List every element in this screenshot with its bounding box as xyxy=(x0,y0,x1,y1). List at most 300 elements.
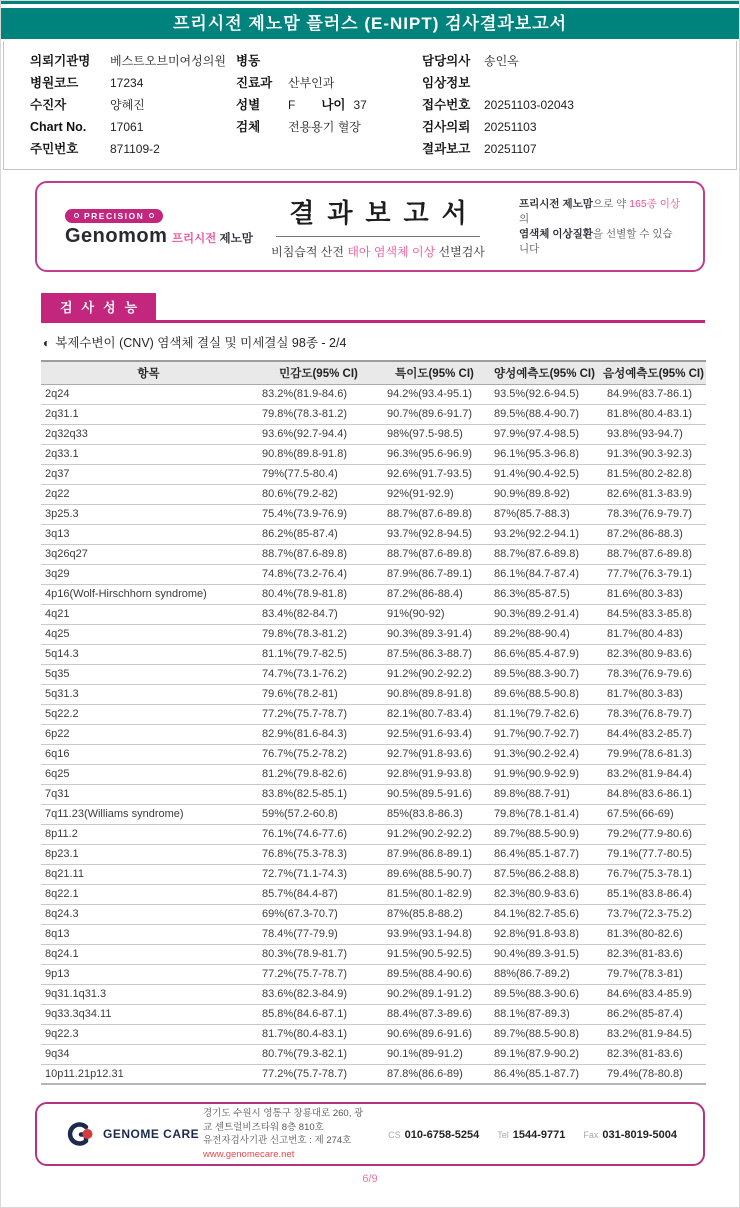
info-field-value: 베스트오브미여성의원 xyxy=(110,54,226,68)
value-cell: 69%(67.3-70.7) xyxy=(256,904,381,924)
item-cell: 8q24.3 xyxy=(41,904,256,924)
table-row xyxy=(41,924,706,944)
value-cell: 84.6%(83.4-85.9) xyxy=(601,984,706,1004)
value-cell: 88.7%(87.6-89.8) xyxy=(601,544,706,564)
table-caption-text: 복제수변이 (CNV) 염색체 결실 및 미세결실 98종 - 2/4 xyxy=(55,336,347,350)
value-cell: 86.2%(85-87.4) xyxy=(256,524,381,544)
value-cell: 89.2%(88-90.4) xyxy=(488,624,601,644)
item-cell: 3q13 xyxy=(41,524,256,544)
badge-dot-icon xyxy=(149,213,154,218)
value-cell: 79.8%(78.1-81.4) xyxy=(488,804,601,824)
value-cell: 92.6%(91.7-93.5) xyxy=(381,464,488,484)
value-cell: 85%(83.8-86.3) xyxy=(381,804,488,824)
info-field xyxy=(30,72,236,94)
table-caption xyxy=(43,333,699,351)
value-cell: 78.3%(76.9-79.7) xyxy=(601,504,706,524)
table-row xyxy=(41,1044,706,1064)
info-field-label: 접수번호 xyxy=(422,98,471,112)
table-row xyxy=(41,1004,706,1024)
value-cell: 90.9%(89.8-92) xyxy=(488,484,601,504)
item-cell: 5q31.3 xyxy=(41,684,256,704)
value-cell: 84.9%(83.7-86.1) xyxy=(601,384,706,404)
value-cell: 90.2%(89.1-91.2) xyxy=(381,984,488,1004)
value-cell: 83.2%(81.9-84.4) xyxy=(601,764,706,784)
table-row xyxy=(41,964,706,984)
value-cell: 78.3%(76.8-79.7) xyxy=(601,704,706,724)
contact-value: 010-6758-5254 xyxy=(404,1129,480,1141)
value-cell: 79.6%(78.2-81) xyxy=(256,684,381,704)
table-row xyxy=(41,384,706,404)
value-cell: 88.4%(87.3-89.6) xyxy=(381,1004,488,1024)
value-cell: 93.9%(93.1-94.8) xyxy=(381,924,488,944)
value-cell: 80.4%(78.9-81.8) xyxy=(256,584,381,604)
value-cell: 90.3%(89.3-91.4) xyxy=(381,624,488,644)
info-field xyxy=(236,116,422,138)
item-cell: 8p23.1 xyxy=(41,844,256,864)
value-cell: 92.8%(91.9-93.8) xyxy=(381,764,488,784)
info-field-label: 의뢰기관명 xyxy=(30,54,91,68)
table-row xyxy=(41,584,706,604)
value-cell: 89.6%(88.5-90.8) xyxy=(488,684,601,704)
table-row xyxy=(41,564,706,584)
value-cell: 79.8%(78.3-81.2) xyxy=(256,404,381,424)
result-report-banner xyxy=(35,181,705,272)
banner-title-block xyxy=(237,193,519,260)
value-cell: 77.2%(75.7-78.7) xyxy=(256,1064,381,1084)
contact-label: Fax xyxy=(583,1130,599,1140)
patient-info-column-2 xyxy=(236,50,422,160)
value-cell: 89.5%(88.4-90.6) xyxy=(381,964,488,984)
value-cell: 87.5%(86.3-88.7) xyxy=(381,644,488,664)
table-row xyxy=(41,664,706,684)
genomom-logo-korean: 프리시전 제노맘 xyxy=(171,233,253,245)
genomom-brand-block xyxy=(37,205,253,248)
item-cell: 5q22.2 xyxy=(41,704,256,724)
info-field xyxy=(30,116,236,138)
value-cell: 87.9%(86.8-89.1) xyxy=(381,844,488,864)
info-field-value: 17061 xyxy=(110,120,144,134)
value-cell: 85.1%(83.8-86.4) xyxy=(601,884,706,904)
value-cell: 88.7%(87.6-89.8) xyxy=(381,544,488,564)
info-field-label: Chart No. xyxy=(30,120,87,134)
info-field-label: 진료과 xyxy=(236,76,273,90)
table-row xyxy=(41,604,706,624)
info-field xyxy=(236,50,422,72)
value-cell: 72.7%(71.1-74.3) xyxy=(256,864,381,884)
value-cell: 80.6%(79.2-82) xyxy=(256,484,381,504)
value-cell: 93.6%(92.7-94.4) xyxy=(256,424,381,444)
value-cell: 78.4%(77-79.9) xyxy=(256,924,381,944)
contact-item xyxy=(388,1125,479,1142)
item-cell: 3p25.3 xyxy=(41,504,256,524)
info-field-label: 검사의뢰 xyxy=(422,120,471,134)
value-cell: 90.1%(89-91.2) xyxy=(381,1044,488,1064)
table-row xyxy=(41,904,706,924)
col-header-item: 항목 xyxy=(41,361,256,384)
value-cell: 82.3%(81-83.6) xyxy=(601,1044,706,1064)
value-cell: 96.3%(95.6-96.9) xyxy=(381,444,488,464)
item-cell: 2q37 xyxy=(41,464,256,484)
info-field-value: 송인옥 xyxy=(484,54,519,68)
table-row xyxy=(41,624,706,644)
value-cell: 74.8%(73.2-76.4) xyxy=(256,564,381,584)
item-cell: 8p11.2 xyxy=(41,824,256,844)
item-cell: 3q29 xyxy=(41,564,256,584)
badge-dot-icon xyxy=(74,213,79,218)
half-circle-icon: ◐ xyxy=(43,336,51,350)
value-cell: 88%(86.7-89.2) xyxy=(488,964,601,984)
info-field xyxy=(30,50,236,72)
value-cell: 81.7%(80.3-83) xyxy=(601,684,706,704)
performance-table-header xyxy=(41,361,706,384)
item-cell: 2q32q33 xyxy=(41,424,256,444)
table-row xyxy=(41,764,706,784)
info-field-value: 20251107 xyxy=(484,142,537,156)
value-cell: 94.2%(93.4-95.1) xyxy=(381,384,488,404)
value-cell: 87%(85.8-88.2) xyxy=(381,904,488,924)
value-cell: 87.2%(86-88.3) xyxy=(601,524,706,544)
footer-address-line2: 유전자검사기관 신고번호 : 제 274호 xyxy=(203,1135,352,1146)
value-cell: 81.6%(80.3-83) xyxy=(601,584,706,604)
info-field-label: 성별 xyxy=(236,98,261,112)
value-cell: 79.9%(78.6-81.3) xyxy=(601,744,706,764)
contact-item xyxy=(583,1125,677,1142)
banner-subtitle: 비침습적 산전 태아 염색체 이상 선별검사 xyxy=(271,245,485,259)
value-cell: 77.2%(75.7-78.7) xyxy=(256,964,381,984)
info-field xyxy=(422,72,726,94)
value-cell: 91.3%(90.3-92.3) xyxy=(601,444,706,464)
value-cell: 92.8%(91.8-93.8) xyxy=(488,924,601,944)
value-cell: 82.6%(81.3-83.9) xyxy=(601,484,706,504)
value-cell: 93.7%(92.8-94.5) xyxy=(381,524,488,544)
info-field-value: 37 xyxy=(353,98,367,112)
value-cell: 84.8%(83.6-86.1) xyxy=(601,784,706,804)
genomecare-logo xyxy=(37,1120,203,1148)
item-cell: 9q33.3q34.11 xyxy=(41,1004,256,1024)
item-cell: 9q34 xyxy=(41,1044,256,1064)
value-cell: 79.7%(78.3-81) xyxy=(601,964,706,984)
value-cell: 89.5%(88.3-90.6) xyxy=(488,984,601,1004)
value-cell: 84.5%(83.3-85.8) xyxy=(601,604,706,624)
info-field xyxy=(422,94,726,116)
item-cell: 8q13 xyxy=(41,924,256,944)
value-cell: 96.1%(95.3-96.8) xyxy=(488,444,601,464)
value-cell: 89.1%(87.9-90.2) xyxy=(488,1044,601,1064)
info-field-value: 871109-2 xyxy=(110,142,160,156)
value-cell: 90.5%(89.5-91.6) xyxy=(381,784,488,804)
table-row xyxy=(41,844,706,864)
value-cell: 87%(85.7-88.3) xyxy=(488,504,601,524)
value-cell: 93.8%(93-94.7) xyxy=(601,424,706,444)
value-cell: 76.1%(74.6-77.6) xyxy=(256,824,381,844)
table-row xyxy=(41,484,706,504)
table-row xyxy=(41,984,706,1004)
value-cell: 89.5%(88.3-90.7) xyxy=(488,664,601,684)
info-field-label: 담당의사 xyxy=(422,54,471,68)
info-field xyxy=(236,72,422,94)
info-field-value: 양혜진 xyxy=(110,98,145,112)
footer-address-line1: 경기도 수원시 영통구 창룡대로 260, 광교 센트럴비즈타워 8층 810호 xyxy=(203,1108,364,1133)
value-cell: 82.9%(81.6-84.3) xyxy=(256,724,381,744)
contact-value: 031-8019-5004 xyxy=(602,1129,677,1141)
value-cell: 89.6%(88.5-90.7) xyxy=(381,864,488,884)
item-cell: 4q21 xyxy=(41,604,256,624)
info-field-label: 결과보고 xyxy=(422,142,471,156)
value-cell: 79%(77.5-80.4) xyxy=(256,464,381,484)
info-field-label: 수진자 xyxy=(30,98,67,112)
info-field-value: 전용용기 혈장 xyxy=(288,120,361,134)
table-row xyxy=(41,724,706,744)
value-cell: 90.8%(89.8-91.8) xyxy=(381,684,488,704)
value-cell: 76.8%(75.3-78.3) xyxy=(256,844,381,864)
table-row xyxy=(41,444,706,464)
contact-item xyxy=(497,1125,565,1142)
value-cell: 87.2%(86-88.4) xyxy=(381,584,488,604)
value-cell: 81.2%(79.8-82.6) xyxy=(256,764,381,784)
info-field xyxy=(30,94,236,116)
table-row xyxy=(41,544,706,564)
table-row xyxy=(41,504,706,524)
value-cell: 83.4%(82-84.7) xyxy=(256,604,381,624)
value-cell: 90.6%(89.6-91.6) xyxy=(381,1024,488,1044)
footer-contacts xyxy=(370,1125,703,1143)
value-cell: 89.7%(88.5-90.8) xyxy=(488,1024,601,1044)
item-cell: 6q16 xyxy=(41,744,256,764)
info-field-value: 17234 xyxy=(110,76,144,90)
value-cell: 88.7%(87.6-89.8) xyxy=(256,544,381,564)
value-cell: 79.1%(77.7-80.5) xyxy=(601,844,706,864)
value-cell: 81.3%(80-82.6) xyxy=(601,924,706,944)
value-cell: 81.7%(80.4-83.1) xyxy=(256,1024,381,1044)
value-cell: 89.8%(88.7-91) xyxy=(488,784,601,804)
value-cell: 81.5%(80.1-82.9) xyxy=(381,884,488,904)
value-cell: 78.3%(76.9-79.6) xyxy=(601,664,706,684)
value-cell: 89.5%(88.4-90.7) xyxy=(488,404,601,424)
table-row xyxy=(41,784,706,804)
value-cell: 86.6%(85.4-87.9) xyxy=(488,644,601,664)
patient-info-column-1 xyxy=(30,50,236,160)
item-cell: 3q26q27 xyxy=(41,544,256,564)
value-cell: 86.2%(85-87.4) xyxy=(601,1004,706,1024)
value-cell: 91.9%(90.9-92.9) xyxy=(488,764,601,784)
value-cell: 86.3%(85-87.5) xyxy=(488,584,601,604)
item-cell: 4q25 xyxy=(41,624,256,644)
info-field-value: 산부인과 xyxy=(288,76,335,90)
col-header-npv: 음성예측도(95% CI) xyxy=(601,361,706,384)
banner-note: 프리시전 제노맘으로 약 165종 이상의 염색체 이상질환을 선별할 수 있습니다 xyxy=(519,197,681,255)
item-cell: 6p22 xyxy=(41,724,256,744)
value-cell: 90.4%(89.3-91.5) xyxy=(488,944,601,964)
info-field-value: F xyxy=(288,98,296,112)
item-cell: 9p13 xyxy=(41,964,256,984)
value-cell: 59%(57.2-60.8) xyxy=(256,804,381,824)
footer-address-block xyxy=(203,1107,370,1161)
value-cell: 91%(90-92) xyxy=(381,604,488,624)
item-cell: 7q31 xyxy=(41,784,256,804)
value-cell: 90.7%(89.6-91.7) xyxy=(381,404,488,424)
value-cell: 83.2%(81.9-84.6) xyxy=(256,384,381,404)
value-cell: 93.2%(92.2-94.1) xyxy=(488,524,601,544)
top-accent-strip xyxy=(1,1,739,4)
report-title: 프리시전 제노맘 플러스 (E-NIPT) 검사결과보고서 xyxy=(172,14,568,33)
table-row xyxy=(41,864,706,884)
value-cell: 74.7%(73.1-76.2) xyxy=(256,664,381,684)
value-cell: 83.8%(82.5-85.1) xyxy=(256,784,381,804)
value-cell: 75.4%(73.9-76.9) xyxy=(256,504,381,524)
info-field xyxy=(422,138,726,160)
item-cell: 5q35 xyxy=(41,664,256,684)
item-cell: 8q22.1 xyxy=(41,884,256,904)
item-cell: 2q33.1 xyxy=(41,444,256,464)
table-row xyxy=(41,524,706,544)
value-cell: 87.8%(86.6-89) xyxy=(381,1064,488,1084)
info-field-label: 나이 xyxy=(321,98,346,112)
value-cell: 85.8%(84.6-87.1) xyxy=(256,1004,381,1024)
value-cell: 82.1%(80.7-83.4) xyxy=(381,704,488,724)
item-cell: 6q25 xyxy=(41,764,256,784)
col-header-ppv: 양성예측도(95% CI) xyxy=(488,361,601,384)
value-cell: 97.9%(97.4-98.5) xyxy=(488,424,601,444)
value-cell: 73.7%(72.3-75.2) xyxy=(601,904,706,924)
section-title: 검사성능 xyxy=(41,293,156,320)
contact-label: Tel xyxy=(497,1130,509,1140)
value-cell: 84.4%(83.2-85.7) xyxy=(601,724,706,744)
info-field-label: 병동 xyxy=(236,54,261,68)
table-row xyxy=(41,744,706,764)
patient-info-column-3 xyxy=(422,50,726,160)
value-cell: 88.7%(87.6-89.8) xyxy=(381,504,488,524)
value-cell: 87.9%(86.7-89.1) xyxy=(381,564,488,584)
genomecare-logo-icon xyxy=(61,1120,97,1148)
value-cell: 76.7%(75.3-78.1) xyxy=(601,864,706,884)
value-cell: 92.7%(91.8-93.6) xyxy=(381,744,488,764)
banner-title: 결과보고서 xyxy=(276,193,480,237)
value-cell: 79.8%(78.3-81.2) xyxy=(256,624,381,644)
value-cell: 80.3%(78.9-81.7) xyxy=(256,944,381,964)
value-cell: 90.3%(89.2-91.4) xyxy=(488,604,601,624)
value-cell: 83.6%(82.3-84.9) xyxy=(256,984,381,1004)
value-cell: 83.2%(81.9-84.5) xyxy=(601,1024,706,1044)
value-cell: 67.5%(66-69) xyxy=(601,804,706,824)
value-cell: 79.2%(77.9-80.6) xyxy=(601,824,706,844)
col-header-sensitivity: 민감도(95% CI) xyxy=(256,361,381,384)
value-cell: 92%(91-92.9) xyxy=(381,484,488,504)
value-cell: 84.1%(82.7-85.6) xyxy=(488,904,601,924)
value-cell: 80.7%(79.3-82.1) xyxy=(256,1044,381,1064)
contact-value: 1544-9771 xyxy=(512,1129,566,1141)
genomom-logo: Genomom xyxy=(65,225,168,247)
table-row xyxy=(41,884,706,904)
table-row xyxy=(41,944,706,964)
item-cell: 5q14.3 xyxy=(41,644,256,664)
genomecare-logo-text: GENOME CARE xyxy=(103,1127,200,1141)
value-cell: 76.7%(75.2-78.2) xyxy=(256,744,381,764)
contact-label: CS xyxy=(388,1130,401,1140)
table-row xyxy=(41,684,706,704)
item-cell: 8q24.1 xyxy=(41,944,256,964)
performance-table xyxy=(41,360,706,1085)
footer-website-link[interactable]: www.genomecare.net xyxy=(203,1148,295,1160)
item-cell: 2q24 xyxy=(41,384,256,404)
performance-table-body xyxy=(41,384,706,1084)
info-field-label: 주민번호 xyxy=(30,142,79,156)
value-cell: 82.3%(80.9-83.6) xyxy=(601,644,706,664)
report-title-bar xyxy=(1,8,739,39)
value-cell: 87.5%(86.2-88.8) xyxy=(488,864,601,884)
value-cell: 91.2%(90.2-92.2) xyxy=(381,824,488,844)
table-row xyxy=(41,1064,706,1084)
value-cell: 81.7%(80.4-83) xyxy=(601,624,706,644)
value-cell: 77.2%(75.7-78.7) xyxy=(256,704,381,724)
item-cell: 2q22 xyxy=(41,484,256,504)
info-field-label: 검체 xyxy=(236,120,261,134)
item-cell: 10p11.21p12.31 xyxy=(41,1064,256,1084)
col-header-specificity: 특이도(95% CI) xyxy=(381,361,488,384)
precision-badge xyxy=(65,209,163,223)
value-cell: 90.8%(89.8-91.8) xyxy=(256,444,381,464)
value-cell: 82.3%(80.9-83.6) xyxy=(488,884,601,904)
value-cell: 88.7%(87.6-89.8) xyxy=(488,544,601,564)
info-field-label: 병원코드 xyxy=(30,76,79,90)
table-row xyxy=(41,1024,706,1044)
value-cell: 81.1%(79.7-82.5) xyxy=(256,644,381,664)
footer xyxy=(35,1102,705,1166)
table-row xyxy=(41,464,706,484)
item-cell: 9q31.1q31.3 xyxy=(41,984,256,1004)
table-row xyxy=(41,704,706,724)
value-cell: 88.1%(87-89.3) xyxy=(488,1004,601,1024)
table-row xyxy=(41,804,706,824)
value-cell: 92.5%(91.6-93.4) xyxy=(381,724,488,744)
value-cell: 81.8%(80.4-83.1) xyxy=(601,404,706,424)
badge-label: PRECISION xyxy=(84,210,145,221)
table-row xyxy=(41,644,706,664)
info-field xyxy=(236,94,422,116)
value-cell: 91.2%(90.2-92.2) xyxy=(381,664,488,684)
table-row xyxy=(41,424,706,444)
value-cell: 93.5%(92.6-94.5) xyxy=(488,384,601,404)
table-row xyxy=(41,404,706,424)
patient-info-section xyxy=(3,41,737,170)
info-field-value: 20251103-02043 xyxy=(484,98,574,112)
value-cell: 77.7%(76.3-79.1) xyxy=(601,564,706,584)
value-cell: 91.4%(90.4-92.5) xyxy=(488,464,601,484)
value-cell: 91.7%(90.7-92.7) xyxy=(488,724,601,744)
value-cell: 79.4%(78-80.8) xyxy=(601,1064,706,1084)
table-row xyxy=(41,824,706,844)
value-cell: 86.4%(85.1-87.7) xyxy=(488,844,601,864)
value-cell: 85.7%(84.4-87) xyxy=(256,884,381,904)
item-cell: 8q21.11 xyxy=(41,864,256,884)
value-cell: 86.4%(85.1-87.7) xyxy=(488,1064,601,1084)
value-cell: 81.5%(80.2-82.8) xyxy=(601,464,706,484)
info-field-value: 20251103 xyxy=(484,120,537,134)
item-cell: 2q31.1 xyxy=(41,404,256,424)
item-cell: 7q11.23(Williams syndrome) xyxy=(41,804,256,824)
info-field xyxy=(422,116,726,138)
info-field xyxy=(30,138,236,160)
section-header xyxy=(41,293,705,323)
value-cell: 91.3%(90.2-92.4) xyxy=(488,744,601,764)
value-cell: 81.1%(79.7-82.6) xyxy=(488,704,601,724)
value-cell: 89.7%(88.5-90.9) xyxy=(488,824,601,844)
info-field xyxy=(422,50,726,72)
value-cell: 86.1%(84.7-87.4) xyxy=(488,564,601,584)
value-cell: 91.5%(90.5-92.5) xyxy=(381,944,488,964)
page-number: 6/9 xyxy=(362,1173,378,1185)
item-cell: 9q22.3 xyxy=(41,1024,256,1044)
value-cell: 98%(97.5-98.5) xyxy=(381,424,488,444)
